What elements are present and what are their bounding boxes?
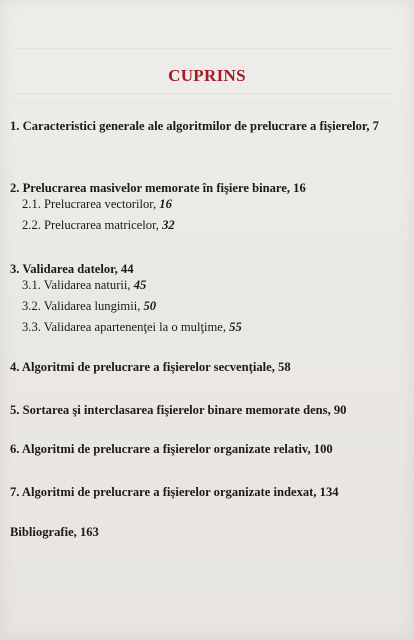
page-texture-line	[12, 93, 392, 94]
toc-subentry-label: 2.2. Prelucrarea matricelor,	[22, 218, 163, 232]
toc-subentry-page: 32	[162, 218, 175, 232]
toc-subentry-page: 45	[133, 278, 147, 292]
page-texture-line	[12, 102, 392, 103]
toc-entry-chapter-7: 7. Algoritmi de prelucrare a fişierelor organizate indexat, 134	[10, 485, 339, 499]
toc-subentry-label: 3.3. Validarea apartenenţei la o mulţime,	[22, 320, 230, 334]
toc-entry-chapter-4: 4. Algoritmi de prelucrare a fişierelor secvenţiale, 58	[10, 360, 291, 374]
toc-subentry-2-2	[22, 215, 175, 235]
toc-subentry-3-1	[22, 275, 146, 295]
toc-subentry-3-3	[22, 317, 242, 337]
toc-entry-bibliography: Bibliografie, 163	[10, 525, 99, 539]
toc-entry-chapter-2: 2. Prelucrarea masivelor memorate în fişiere binare, 16	[10, 181, 306, 195]
toc-subentry-page: 50	[143, 299, 157, 313]
toc-subentry-label: 3.1. Validarea naturii,	[22, 278, 134, 292]
toc-entry-chapter-3: 3. Validarea datelor, 44	[10, 262, 134, 276]
page-title: CUPRINS	[168, 66, 246, 85]
toc-subentry-2-1	[22, 194, 172, 214]
toc-subentry-label: 3.2. Validarea lungimii,	[22, 299, 144, 313]
toc-entry-chapter-1: 1. Caracteristici generale ale algoritmilor de prelucrare a fişierelor, 7	[10, 119, 379, 133]
toc-entry-chapter-5: 5. Sortarea şi interclasarea fişierelor binare memorate dens, 90	[10, 403, 347, 417]
toc-subentry-page: 16	[159, 197, 172, 211]
page-texture-line	[12, 48, 392, 49]
toc-subentry-3-2	[22, 296, 156, 316]
toc-subentry-page: 55	[229, 320, 242, 334]
toc-subentry-label: 2.1. Prelucrarea vectorilor,	[22, 197, 160, 211]
toc-entry-chapter-6: 6. Algoritmi de prelucrare a fişierelor organizate relativ, 100	[10, 442, 333, 456]
